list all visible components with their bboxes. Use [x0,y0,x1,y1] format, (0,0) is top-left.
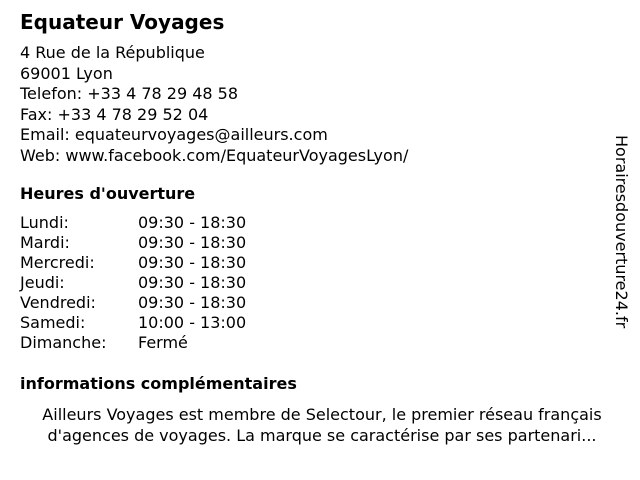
additional-info-heading: informations complémentaires [20,374,297,393]
hours-row-tuesday [20,233,246,253]
time-range: 09:30 - 18:30 [138,273,247,292]
time-range: 09:30 - 18:30 [138,253,247,272]
time-range: 09:30 - 18:30 [138,233,247,252]
contact-block [20,43,408,166]
day-label: Mardi: [20,233,70,252]
address-street: 4 Rue de la République [20,43,205,62]
opening-hours-heading: Heures d'ouverture [20,184,196,203]
address-city: 69001 Lyon [20,63,113,83]
day-label: Lundi: [20,213,69,232]
time-range: 10:00 - 13:00 [138,313,247,332]
time-range: Fermé [138,333,188,352]
site-watermark: Horairesdouverture24.fr [612,135,631,329]
time-range: 09:30 - 18:30 [138,293,247,312]
day-label: Samedi: [20,313,86,332]
phone-number[interactable]: Telefon: +33 4 78 29 48 58 [20,84,239,103]
day-label: Vendredi: [20,293,96,312]
hours-row-sunday [20,333,246,353]
opening-hours-list [20,213,246,353]
hours-row-thursday [20,273,246,293]
additional-info-text: Ailleurs Voyages est membre de Selectour, le premier réseau français d'agences de voyages. La marque se caractérise par ses partenari... [42,405,602,445]
business-name: Equateur Voyages [20,10,225,34]
fax-number: Fax: +33 4 78 29 52 04 [20,104,209,124]
day-label: Dimanche: [20,333,107,352]
hours-row-monday [20,213,246,233]
website-link[interactable]: Web: www.facebook.com/EquateurVoyagesLyon/ [20,145,409,165]
hours-row-wednesday [20,253,246,273]
day-label: Jeudi: [20,273,65,292]
day-label: Mercredi: [20,253,95,272]
hours-row-friday [20,293,246,313]
time-range: 09:30 - 18:30 [138,213,247,232]
email-address[interactable]: Email: equateurvoyages@ailleurs.com [20,125,328,144]
hours-row-saturday [20,313,246,333]
